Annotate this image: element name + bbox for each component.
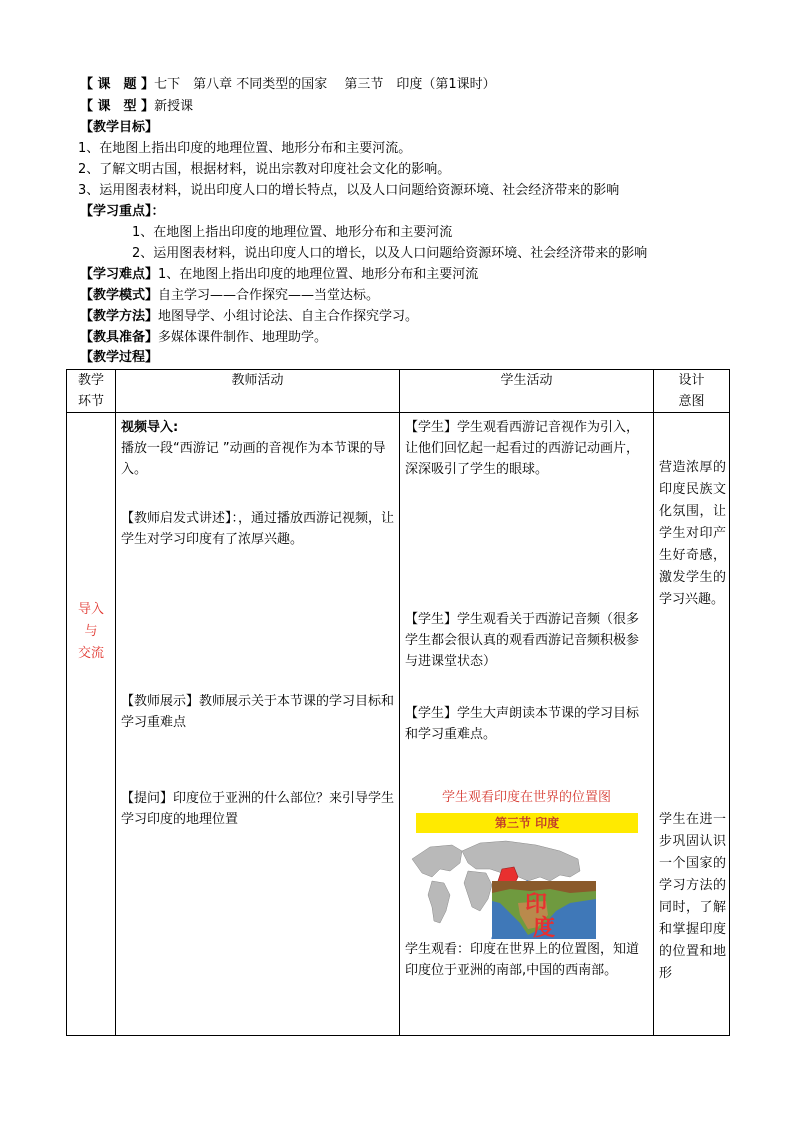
- banner-text: 第三节 印度: [494, 816, 560, 830]
- header-stage: [67, 370, 116, 413]
- header-design-l1: 设计: [678, 373, 705, 388]
- difficulty-line: [80, 266, 478, 284]
- focus-label: 【学习重点】：: [80, 204, 165, 219]
- teacher-video-title: 视频导入:: [121, 420, 179, 435]
- header-design: [654, 370, 730, 413]
- student-activity-4: 学生观看：印度在世界上的位置图，知道印度位于亚洲的南部,中国的西南部。: [405, 942, 640, 978]
- image-title: 学生观看印度在世界的位置图: [441, 790, 611, 805]
- student-activity-2: 【学生】学生观看关于西游记音频（很多学生都会很认真的观看西游记音频积极参与进课堂状态）: [405, 612, 640, 669]
- design-intent-2: 学生在进一步巩固认识一个国家的学习方法的同时，了解和掌握印度的位置和地形: [659, 812, 726, 981]
- inset-label-2: 度: [532, 916, 556, 941]
- type-label: 【 课 型 】: [80, 99, 155, 114]
- goal-item: 3、运用图表材料，说出印度人口的增长特点，以及人口问题给资源环境、社会经济带来的影响: [78, 183, 620, 198]
- goal-item: 2、了解文明古国，根据材料，说出宗教对印度社会文化的影响。: [78, 162, 451, 177]
- method-line: [80, 308, 418, 326]
- topic-value: 七下 第八章 不同类型的国家 第三节 印度（第1课时）: [154, 77, 496, 92]
- stage-text-2: 与: [84, 624, 98, 639]
- topic-label: 【 课 题 】: [80, 77, 155, 92]
- difficulty-label: 【学习难点】: [80, 267, 159, 282]
- goals-label: 【教学目标】: [80, 120, 159, 135]
- teacher-cell: [116, 413, 400, 1036]
- student-activity-1: 【学生】学生观看西游记音视作为引入，让他们回忆起一起看过的西游记动画片，深深吸引了学生的眼球。: [405, 420, 640, 477]
- header-stage-l1: 教学: [77, 373, 104, 388]
- mode-line: [80, 287, 379, 305]
- method-value: 地图导学、小组讨论法、自主合作探究学习。: [158, 309, 419, 324]
- topic-line: [80, 76, 496, 94]
- design-intent-1: 营造浓厚的印度民族文化氛围，让学生对印产生好奇感，激发学生的学习兴趣。: [659, 460, 726, 607]
- teacher-inspire: 【教师启发式讲述】：，通过播放西游记视频，让学生对学习印度有了浓厚兴趣。: [121, 511, 395, 547]
- design-cell: [654, 413, 730, 1036]
- focus-item: 2、运用图表材料，说出印度人口的增长，以及人口问题给资源环境、社会经济带来的影响: [132, 246, 648, 261]
- tools-line: [80, 329, 327, 347]
- type-line: [80, 98, 193, 116]
- inset-label-1: 印: [524, 892, 548, 917]
- header-stage-l2: 环节: [77, 394, 104, 409]
- header-design-l2: 意图: [678, 394, 705, 409]
- process-table: [66, 369, 730, 1036]
- student-cell: [400, 413, 654, 1036]
- goal-item: 1、在地图上指出印度的地理位置、地形分布和主要河流。: [78, 141, 412, 156]
- teacher-show: 【教师展示】教师展示关于本节课的学习目标和学习重难点: [121, 694, 395, 730]
- india-location-map: [410, 811, 640, 941]
- difficulty-value: 1、在地图上指出印度的地理位置、地形分布和主要河流: [158, 267, 479, 282]
- process-label: 【教学过程】: [80, 350, 159, 365]
- tools-value: 多媒体课件制作、地理助学。: [158, 330, 328, 345]
- stage-cell: [67, 413, 116, 1036]
- method-label: 【教学方法】: [80, 309, 159, 324]
- type-value: 新授课: [154, 99, 194, 114]
- stage-text-3: 交流: [77, 646, 104, 661]
- table-row: [67, 413, 730, 1036]
- mode-label: 【教学模式】: [80, 288, 159, 303]
- student-activity-3: 【学生】学生大声朗读本节课的学习目标和学习重难点。: [405, 706, 640, 742]
- teacher-video-body: 播放一段“西游记 ”动画的音视作为本节课的导入。: [121, 441, 386, 477]
- table-header-row: [67, 370, 730, 413]
- focus-item: 1、在地图上指出印度的地理位置、地形分布和主要河流: [132, 225, 453, 240]
- teacher-question: 【提问】印度位于亚洲的什么部位？来引导学生学习印度的地理位置: [121, 791, 395, 827]
- header-student: 学生活动: [400, 370, 654, 413]
- mode-value: 自主学习——合作探究——当堂达标。: [158, 288, 380, 303]
- header-teacher: 教师活动: [116, 370, 400, 413]
- tools-label: 【教具准备】: [80, 330, 159, 345]
- stage-text-1: 导入: [77, 602, 104, 617]
